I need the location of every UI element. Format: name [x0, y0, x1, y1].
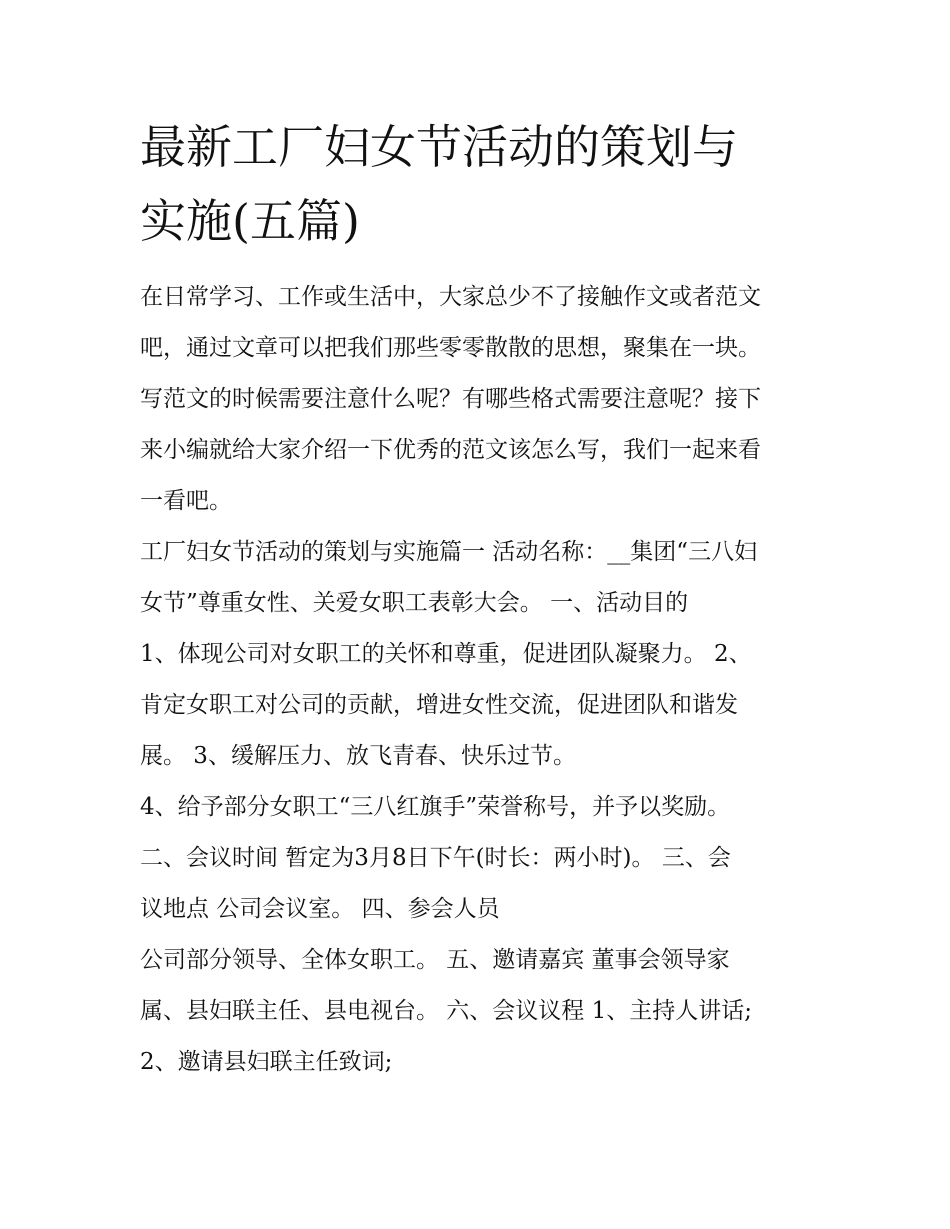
body-line: 议地点 公司会议室。 四、参会人员 — [140, 896, 500, 922]
document-page — [140, 110, 820, 1088]
body-line: 属、县妇联主任、县电视台。 六、会议议程 1、主持人讲话; — [140, 998, 753, 1024]
body-line: 肯定女职工对公司的贡献，增进女性交流，促进团队和谐发 — [140, 692, 738, 718]
body-line: 工厂妇女节活动的策划与实施篇一 活动名称：__集团“三八妇 — [140, 539, 758, 565]
body-line: 来小编就给大家介绍一下优秀的范文该怎么写，我们一起来看 — [140, 437, 761, 463]
body-line: 二、会议时间 暂定为3月8日下午(时长：两小时)。 三、会 — [140, 845, 731, 871]
document-title — [140, 110, 820, 258]
title-line-1: 最新工厂妇女节活动的策划与 — [140, 120, 738, 174]
body-line: 1、体现公司对女职工的关怀和尊重，促进团队凝聚力。 2、 — [140, 641, 752, 667]
body-line: 女节”尊重女性、关爱女职工表彰大会。 一、活动目的 — [140, 590, 689, 616]
body-line: 一看吧。 — [140, 488, 232, 514]
body-line: 写范文的时候需要注意什么呢？有哪些格式需要注意呢？接下 — [140, 386, 761, 412]
document-body — [140, 272, 820, 1088]
body-line: 4、给予部分女职工“三八红旗手”荣誉称号，并予以奖励。 — [140, 794, 731, 820]
title-line-2: 实施(五篇) — [140, 194, 360, 248]
body-line: 吧，通过文章可以把我们那些零零散散的思想，聚集在一块。 — [140, 335, 761, 361]
body-line: 公司部分领导、全体女职工。 五、邀请嘉宾 董事会领导家 — [140, 947, 730, 973]
body-line: 2、邀请县妇联主任致词; — [140, 1049, 393, 1075]
body-line: 在日常学习、工作或生活中，大家总少不了接触作文或者范文 — [140, 284, 761, 310]
body-line: 展。 3、缓解压力、放飞青春、快乐过节。 — [140, 743, 576, 769]
